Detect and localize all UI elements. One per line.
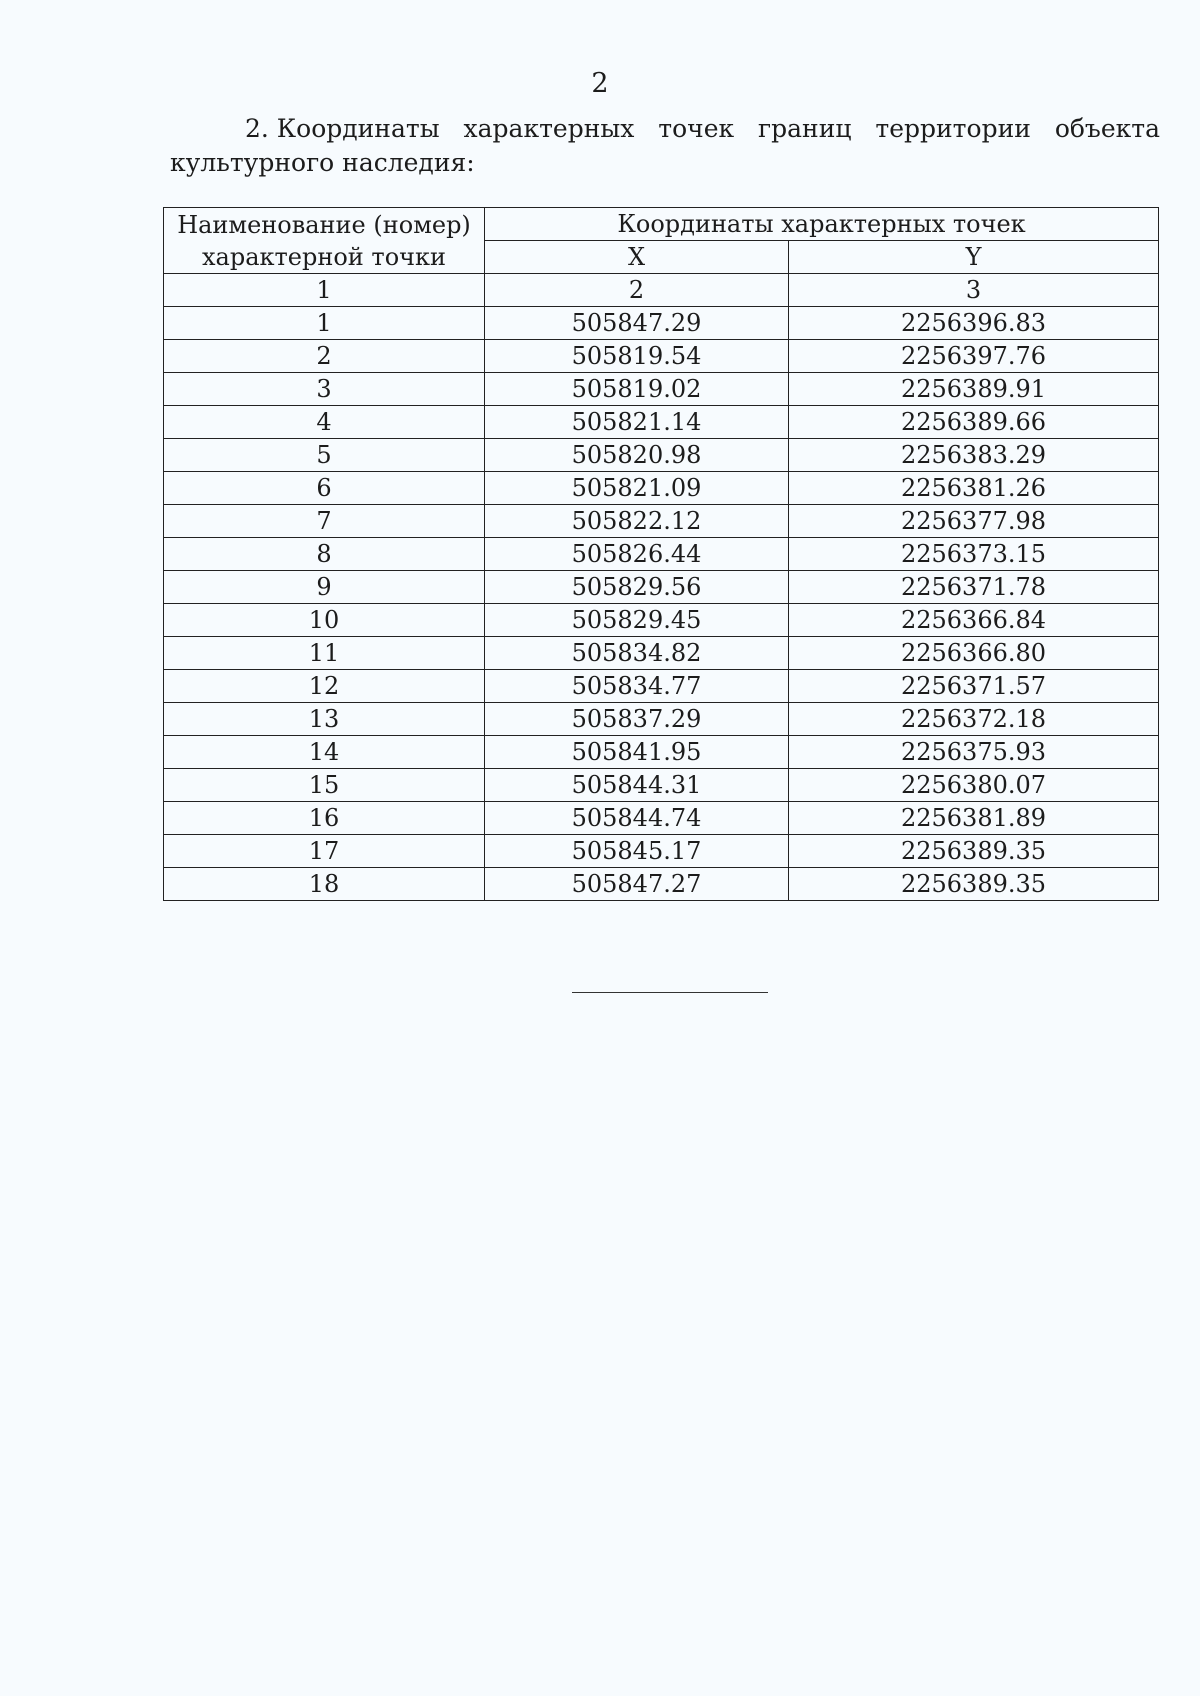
table-row [164, 307, 1159, 340]
point-number-cell: 5 [164, 439, 485, 472]
intro-word: характерных [463, 114, 635, 143]
point-number-cell: 7 [164, 505, 485, 538]
x-coordinate-cell: 505819.54 [485, 340, 789, 373]
y-coordinate-cell: 2256372.18 [789, 703, 1159, 736]
intro-word: точек [658, 114, 735, 143]
point-number-cell: 6 [164, 472, 485, 505]
column-number: 1 [164, 274, 485, 307]
x-coordinate-cell: 505847.29 [485, 307, 789, 340]
header-point-name-line2: характерной точки [201, 242, 447, 271]
y-coordinate-cell: 2256389.91 [789, 373, 1159, 406]
x-coordinate-cell: 505845.17 [485, 835, 789, 868]
point-number-cell: 17 [164, 835, 485, 868]
y-coordinate-cell: 2256397.76 [789, 340, 1159, 373]
y-coordinate-cell: 2256375.93 [789, 736, 1159, 769]
point-number-cell: 8 [164, 538, 485, 571]
table-row [164, 868, 1159, 901]
intro-word: объекта [1054, 114, 1160, 143]
table-row [164, 505, 1159, 538]
intro-word: границ [758, 114, 852, 143]
point-number-cell: 4 [164, 406, 485, 439]
point-number-cell: 18 [164, 868, 485, 901]
header-x: X [485, 241, 789, 274]
x-coordinate-cell: 505819.02 [485, 373, 789, 406]
y-coordinate-cell: 2256381.26 [789, 472, 1159, 505]
point-number-cell: 13 [164, 703, 485, 736]
column-number: 3 [789, 274, 1159, 307]
point-number-cell: 10 [164, 604, 485, 637]
x-coordinate-cell: 505844.74 [485, 802, 789, 835]
intro-line-1 [170, 112, 1160, 146]
y-coordinate-cell: 2256381.89 [789, 802, 1159, 835]
point-number-cell: 1 [164, 307, 485, 340]
x-coordinate-cell: 505820.98 [485, 439, 789, 472]
table-row [164, 538, 1159, 571]
intro-word: территории [875, 114, 1031, 143]
y-coordinate-cell: 2256377.98 [789, 505, 1159, 538]
intro-paragraph [170, 112, 1160, 180]
x-coordinate-cell: 505821.14 [485, 406, 789, 439]
table-row [164, 604, 1159, 637]
point-number-cell: 2 [164, 340, 485, 373]
header-point-name-line1: Наименование (номер) [177, 210, 471, 239]
point-number-cell: 12 [164, 670, 485, 703]
y-coordinate-cell: 2256380.07 [789, 769, 1159, 802]
table-row [164, 406, 1159, 439]
x-coordinate-cell: 505834.82 [485, 637, 789, 670]
table-row [164, 571, 1159, 604]
table-row [164, 835, 1159, 868]
x-coordinate-cell: 505847.27 [485, 868, 789, 901]
table-row [164, 670, 1159, 703]
coordinates-table [163, 207, 1159, 901]
y-coordinate-cell: 2256373.15 [789, 538, 1159, 571]
point-number-cell: 15 [164, 769, 485, 802]
column-number-row [164, 274, 1159, 307]
table-row [164, 439, 1159, 472]
y-coordinate-cell: 2256389.35 [789, 868, 1159, 901]
y-coordinate-cell: 2256389.35 [789, 835, 1159, 868]
point-number-cell: 14 [164, 736, 485, 769]
point-number-cell: 9 [164, 571, 485, 604]
page-number: 2 [591, 68, 609, 99]
y-coordinate-cell: 2256366.80 [789, 637, 1159, 670]
table-row [164, 472, 1159, 505]
header-y: Y [789, 241, 1159, 274]
x-coordinate-cell: 505826.44 [485, 538, 789, 571]
x-coordinate-cell: 505841.95 [485, 736, 789, 769]
table-row [164, 703, 1159, 736]
x-coordinate-cell: 505837.29 [485, 703, 789, 736]
y-coordinate-cell: 2256371.57 [789, 670, 1159, 703]
end-divider [572, 992, 768, 993]
point-number-cell: 11 [164, 637, 485, 670]
header-point-name [164, 208, 485, 274]
intro-word: 2. Координаты [245, 114, 440, 143]
x-coordinate-cell: 505821.09 [485, 472, 789, 505]
table-body [164, 307, 1159, 901]
point-number-cell: 16 [164, 802, 485, 835]
y-coordinate-cell: 2256389.66 [789, 406, 1159, 439]
y-coordinate-cell: 2256366.84 [789, 604, 1159, 637]
header-coordinates: Координаты характерных точек [485, 208, 1159, 241]
point-number-cell: 3 [164, 373, 485, 406]
intro-line-2: культурного наследия: [170, 148, 475, 177]
x-coordinate-cell: 505829.56 [485, 571, 789, 604]
table-row [164, 637, 1159, 670]
table-row [164, 340, 1159, 373]
y-coordinate-cell: 2256396.83 [789, 307, 1159, 340]
x-coordinate-cell: 505844.31 [485, 769, 789, 802]
table-header-row [164, 208, 1159, 241]
x-coordinate-cell: 505834.77 [485, 670, 789, 703]
x-coordinate-cell: 505829.45 [485, 604, 789, 637]
column-number: 2 [485, 274, 789, 307]
table-row [164, 802, 1159, 835]
y-coordinate-cell: 2256371.78 [789, 571, 1159, 604]
x-coordinate-cell: 505822.12 [485, 505, 789, 538]
table-row [164, 769, 1159, 802]
table-row [164, 373, 1159, 406]
table-row [164, 736, 1159, 769]
y-coordinate-cell: 2256383.29 [789, 439, 1159, 472]
